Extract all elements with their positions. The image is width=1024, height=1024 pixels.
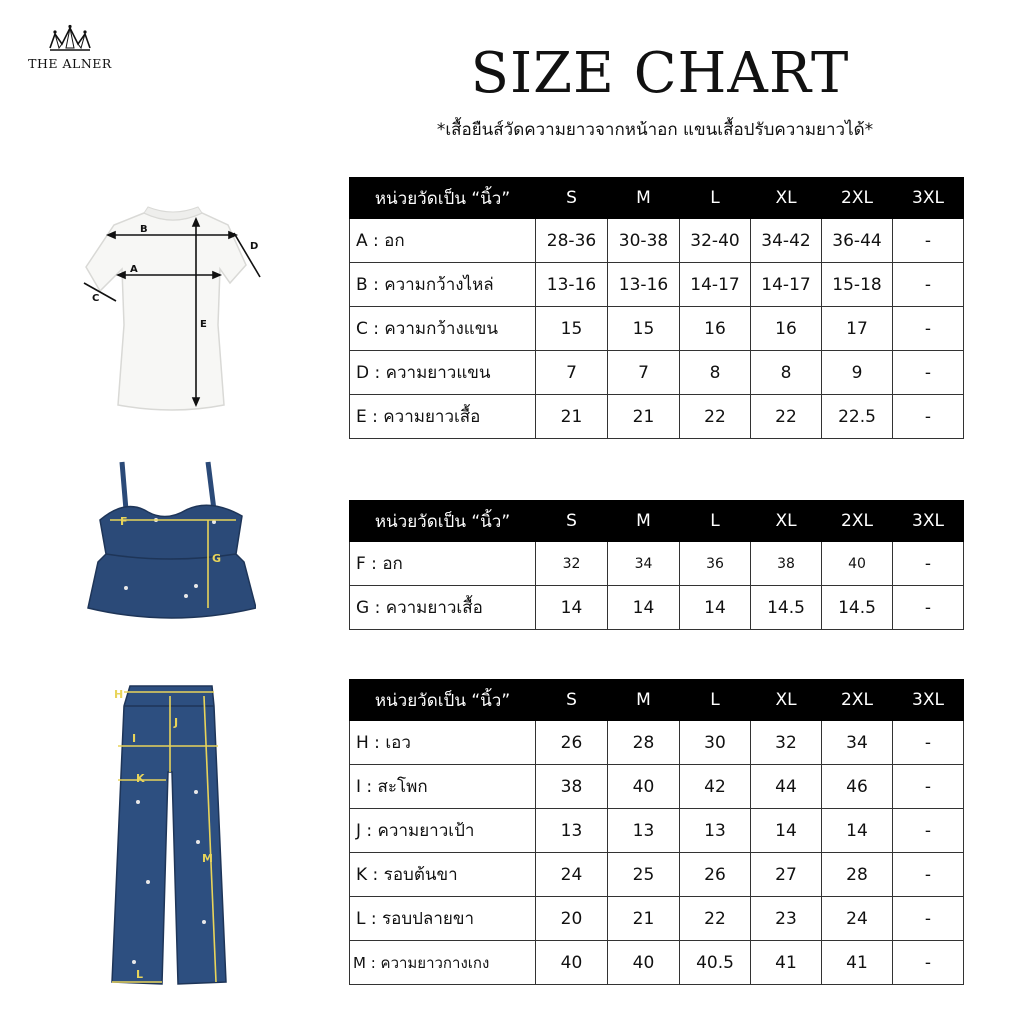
table-cell: 24 <box>536 853 608 897</box>
table-cell: 13-16 <box>608 263 680 307</box>
row-label: A : อก <box>350 219 536 263</box>
table-cell: 34 <box>608 542 680 586</box>
row-label: J : ความยาวเป้า <box>350 809 536 853</box>
table-cell: 32 <box>751 721 822 765</box>
table-cell: 8 <box>751 351 822 395</box>
page-subtitle: *เสื้อยืนส์วัดความยาวจากหน้าอก แขนเสื้อปรับความยาวได้* <box>436 120 874 140</box>
table-cell: 7 <box>536 351 608 395</box>
size-header: L <box>680 501 751 542</box>
size-header: 2XL <box>822 501 893 542</box>
table-cell: 40 <box>608 765 680 809</box>
table-cell: 40 <box>822 542 893 586</box>
table-cell: 21 <box>536 395 608 439</box>
table-cell: 13 <box>608 809 680 853</box>
brand-name: THE ALNER <box>28 56 112 71</box>
table-cell: 17 <box>822 307 893 351</box>
row-label: E : ความยาวเสื้อ <box>350 395 536 439</box>
size-header: M <box>608 501 680 542</box>
svg-text:G: G <box>212 552 222 565</box>
table-row <box>350 809 964 853</box>
table-cell: 28 <box>608 721 680 765</box>
size-header: XL <box>751 178 822 219</box>
svg-text:C: C <box>92 293 100 304</box>
table-cell: 40 <box>536 941 608 985</box>
table-cell: 14 <box>751 809 822 853</box>
table-cell: 38 <box>751 542 822 586</box>
table-cell: - <box>893 395 964 439</box>
table-row <box>350 219 964 263</box>
table-row <box>350 941 964 985</box>
table-cell: 28 <box>822 853 893 897</box>
table-cell: - <box>893 765 964 809</box>
table-row <box>350 351 964 395</box>
white-top-illustration <box>78 205 268 415</box>
table-cell: 36 <box>680 542 751 586</box>
table-cell: - <box>893 263 964 307</box>
table-cell: - <box>893 941 964 985</box>
table-cell: 22.5 <box>822 395 893 439</box>
svg-text:E: E <box>200 319 207 330</box>
table-cell: 9 <box>822 351 893 395</box>
svg-text:J: J <box>174 716 179 729</box>
table-cell: 14-17 <box>751 263 822 307</box>
size-header: M <box>608 178 680 219</box>
size-header: L <box>680 680 751 721</box>
table-cell: 32-40 <box>680 219 751 263</box>
unit-header: หน่วยวัดเป็น “นิ้ว” <box>350 501 536 542</box>
table-cell: 34 <box>822 721 893 765</box>
row-label: H : เอว <box>350 721 536 765</box>
table-cell: 14.5 <box>751 586 822 630</box>
table-row <box>350 307 964 351</box>
table-cell: 13 <box>680 809 751 853</box>
table-cell: 26 <box>536 721 608 765</box>
table-cell: 23 <box>751 897 822 941</box>
table-cell: 34-42 <box>751 219 822 263</box>
svg-text:A: A <box>130 264 138 275</box>
table-cell: 15 <box>536 307 608 351</box>
size-header: 3XL <box>893 178 964 219</box>
svg-text:M: M <box>202 852 213 865</box>
size-table-top <box>349 177 964 439</box>
table-row <box>350 263 964 307</box>
table-row <box>350 853 964 897</box>
size-header: M <box>608 680 680 721</box>
row-label: K : รอบต้นขา <box>350 853 536 897</box>
table-cell: 7 <box>608 351 680 395</box>
table-cell: 13-16 <box>536 263 608 307</box>
table-cell: 40 <box>608 941 680 985</box>
table-cell: 16 <box>751 307 822 351</box>
row-label: B : ความกว้างไหล่ <box>350 263 536 307</box>
svg-text:F: F <box>120 515 128 528</box>
size-header: XL <box>751 680 822 721</box>
size-header: 2XL <box>822 178 893 219</box>
table-header-row <box>350 501 964 542</box>
table-cell: 27 <box>751 853 822 897</box>
row-label: I : สะโพก <box>350 765 536 809</box>
table-cell: - <box>893 809 964 853</box>
table-cell: 20 <box>536 897 608 941</box>
table-cell: 30 <box>680 721 751 765</box>
svg-text:D: D <box>250 241 259 252</box>
unit-header: หน่วยวัดเป็น “นิ้ว” <box>350 680 536 721</box>
table-cell: 32 <box>536 542 608 586</box>
table-cell: 46 <box>822 765 893 809</box>
table-cell: 21 <box>608 897 680 941</box>
table-cell: 22 <box>751 395 822 439</box>
denim-camisole-illustration <box>86 458 256 623</box>
table-cell: 16 <box>680 307 751 351</box>
table-cell: 42 <box>680 765 751 809</box>
table-cell: 26 <box>680 853 751 897</box>
table-cell: 15-18 <box>822 263 893 307</box>
denim-jeans-illustration <box>108 682 238 992</box>
svg-text:B: B <box>140 224 148 235</box>
table-cell: 28-36 <box>536 219 608 263</box>
svg-text:K: K <box>136 772 145 785</box>
row-label: L : รอบปลายขา <box>350 897 536 941</box>
table-cell: 25 <box>608 853 680 897</box>
table-cell: 44 <box>751 765 822 809</box>
table-row <box>350 897 964 941</box>
row-label: G : ความยาวเสื้อ <box>350 586 536 630</box>
table-cell: 14 <box>536 586 608 630</box>
size-header: S <box>536 501 608 542</box>
table-cell: 14-17 <box>680 263 751 307</box>
table-row <box>350 395 964 439</box>
size-header: 3XL <box>893 501 964 542</box>
table-cell: - <box>893 542 964 586</box>
table-cell: 21 <box>608 395 680 439</box>
table-cell: - <box>893 721 964 765</box>
table-cell: 22 <box>680 395 751 439</box>
table-header-row <box>350 680 964 721</box>
table-cell: - <box>893 897 964 941</box>
row-label: D : ความยาวแขน <box>350 351 536 395</box>
size-table-jeans <box>349 679 964 985</box>
table-cell: 8 <box>680 351 751 395</box>
table-cell: 14 <box>822 809 893 853</box>
row-label: C : ความกว้างแขน <box>350 307 536 351</box>
size-header: L <box>680 178 751 219</box>
table-row <box>350 765 964 809</box>
table-cell: 41 <box>822 941 893 985</box>
table-cell: 14 <box>680 586 751 630</box>
size-header: 3XL <box>893 680 964 721</box>
table-row <box>350 721 964 765</box>
svg-text:L: L <box>136 968 144 981</box>
table-cell: 36-44 <box>822 219 893 263</box>
size-header: S <box>536 680 608 721</box>
table-cell: 30-38 <box>608 219 680 263</box>
table-cell: - <box>893 853 964 897</box>
table-cell: 40.5 <box>680 941 751 985</box>
table-cell: 14.5 <box>822 586 893 630</box>
table-cell: 41 <box>751 941 822 985</box>
page-title: SIZE CHART <box>470 41 850 106</box>
crown-icon <box>47 24 93 54</box>
table-row <box>350 542 964 586</box>
table-cell: 24 <box>822 897 893 941</box>
table-cell: - <box>893 219 964 263</box>
table-cell: - <box>893 351 964 395</box>
table-cell: 22 <box>680 897 751 941</box>
size-header: S <box>536 178 608 219</box>
size-table-camisole <box>349 500 964 630</box>
row-label: M : ความยาวกางเกง <box>350 941 536 985</box>
table-cell: 13 <box>536 809 608 853</box>
table-cell: 14 <box>608 586 680 630</box>
unit-header: หน่วยวัดเป็น “นิ้ว” <box>350 178 536 219</box>
svg-text:I: I <box>132 732 137 745</box>
table-row <box>350 586 964 630</box>
size-header: 2XL <box>822 680 893 721</box>
table-cell: 38 <box>536 765 608 809</box>
table-cell: - <box>893 307 964 351</box>
row-label: F : อก <box>350 542 536 586</box>
brand-logo <box>22 24 118 71</box>
svg-text:H: H <box>114 688 124 701</box>
table-header-row <box>350 178 964 219</box>
table-cell: - <box>893 586 964 630</box>
size-header: XL <box>751 501 822 542</box>
table-cell: 15 <box>608 307 680 351</box>
